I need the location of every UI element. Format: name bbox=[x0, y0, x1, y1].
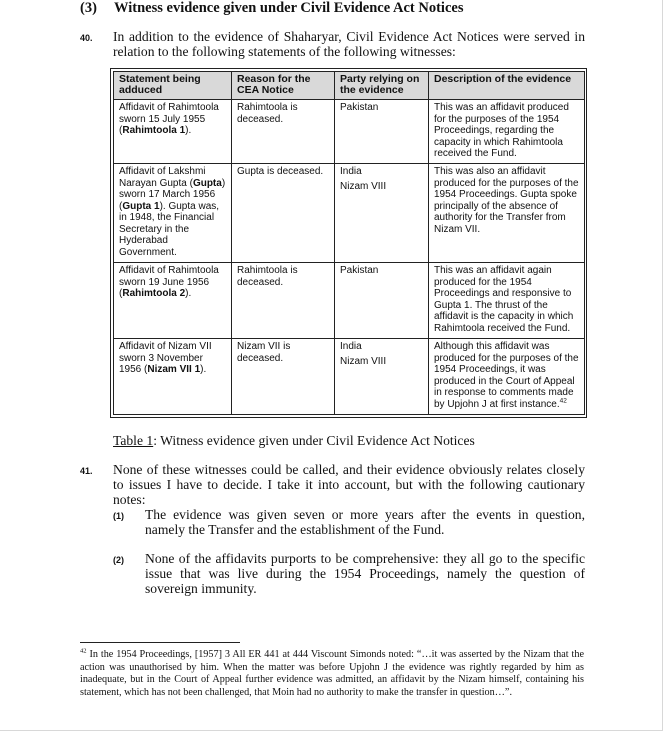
note-text-1: The evidence was given seven or more years after the events in question, namely the Transfer and the establishment of the Fund. bbox=[145, 507, 585, 537]
evidence-table bbox=[113, 71, 585, 415]
header-reason: Reason for the CEA Notice bbox=[232, 72, 335, 100]
table-row bbox=[114, 100, 585, 164]
table-row bbox=[114, 263, 585, 339]
cell-party: India Nizam VIII bbox=[335, 164, 429, 263]
table-header-row bbox=[114, 72, 585, 100]
cell-party: India Nizam VIII bbox=[335, 339, 429, 415]
table-row bbox=[114, 164, 585, 263]
cell-description: This was an affidavit produced for the purposes of the 1954 Proceedings, regarding the capacity in which Rahimtoola received the Fund. bbox=[429, 100, 585, 164]
footnote-reference[interactable]: 42 bbox=[559, 397, 567, 405]
cell-statement: Affidavit of Lakshmi Narayan Gupta (Gupta) sworn 17 March 1956 (Gupta 1). Gupta was, in 1948, the Financial Secretary in the Hyderabad Government. bbox=[114, 164, 232, 263]
paragraph-40-text: In addition to the evidence of Shaharyar, Civil Evidence Act Notices were served in relation to the following statements of the following witnesses: bbox=[113, 29, 585, 59]
cell-party: Pakistan bbox=[335, 100, 429, 164]
cell-reason: Rahimtoola is deceased. bbox=[232, 263, 335, 339]
cell-description: This was an affidavit again produced for the 1954 Proceedings and responsive to Gupta 1. The thrust of the affidavit is the capacity in which Rahimtoola received the Fund. bbox=[429, 263, 585, 339]
header-party: Party relying on the evidence bbox=[335, 72, 429, 100]
footnote-divider bbox=[80, 642, 240, 643]
paragraph-41-text: None of these witnesses could be called, and their evidence obviously relates closely to issues I have to decide. I take it into account, but with the following cautionary notes: bbox=[113, 462, 585, 507]
cell-statement: Affidavit of Nizam VII sworn 3 November 1956 (Nizam VII 1). bbox=[114, 339, 232, 415]
table-row bbox=[114, 339, 585, 415]
cell-party: Pakistan bbox=[335, 263, 429, 339]
cell-reason: Rahimtoola is deceased. bbox=[232, 100, 335, 164]
cell-statement: Affidavit of Rahimtoola sworn 15 July 1955 (Rahimtoola 1). bbox=[114, 100, 232, 164]
footnote bbox=[80, 649, 584, 699]
footnote-marker: 42 bbox=[80, 647, 87, 655]
note-text-2: None of the affidavits purports to be comprehensive: they all go to the specific issue that was live during the 1954 Proceedings, namely the question of sovereign immunity. bbox=[145, 551, 585, 596]
section-heading bbox=[80, 0, 463, 17]
note-number-2: (2) bbox=[113, 555, 124, 565]
cell-reason: Nizam VII is deceased. bbox=[232, 339, 335, 415]
table-caption bbox=[113, 433, 475, 449]
section-number: (3) bbox=[80, 0, 97, 16]
cell-statement: Affidavit of Rahimtoola sworn 19 June 1956 (Rahimtoola 2). bbox=[114, 263, 232, 339]
paragraph-number-40: 40. bbox=[80, 33, 93, 43]
caption-label: Table 1 bbox=[113, 433, 154, 448]
cell-description: This was also an affidavit produced for the purposes of the 1954 Proceedings. Gupta spoke principally of the absence of authority for the Transfer from Nizam VII. bbox=[429, 164, 585, 263]
header-description: Description of the evidence bbox=[429, 72, 585, 100]
cell-description: Although this affidavit was produced for the purposes of the 1954 Proceedings, it was produced in the Court of Appeal in response to comments made by Upjohn J at first instance.$^{42}$ bbox=[429, 339, 585, 415]
cell-reason: Gupta is deceased. bbox=[232, 164, 335, 263]
paragraph-number-41: 41. bbox=[80, 466, 93, 476]
caption-text: : Witness evidence given under Civil Evidence Act Notices bbox=[153, 433, 475, 448]
section-title: Witness evidence given under Civil Evidence Act Notices bbox=[114, 0, 464, 16]
header-statement: Statement being adduced bbox=[114, 72, 232, 100]
footnote-text: In the 1954 Proceedings, [1957] 3 All ER 441 at 444 Viscount Simonds noted: “…it was asserted by the Nizam that the action was unauthorised by him. When the matter was before Upjohn J the evidence was rightly regarded by him as inadequate, but in the Court of Appeal further evidence was admitted, an affidavit by the Nizam himself, containing his statement, which has not been challenged, that Moin had no authority to make the transfer in question…”. bbox=[80, 649, 584, 698]
note-number-1: (1) bbox=[113, 511, 124, 521]
